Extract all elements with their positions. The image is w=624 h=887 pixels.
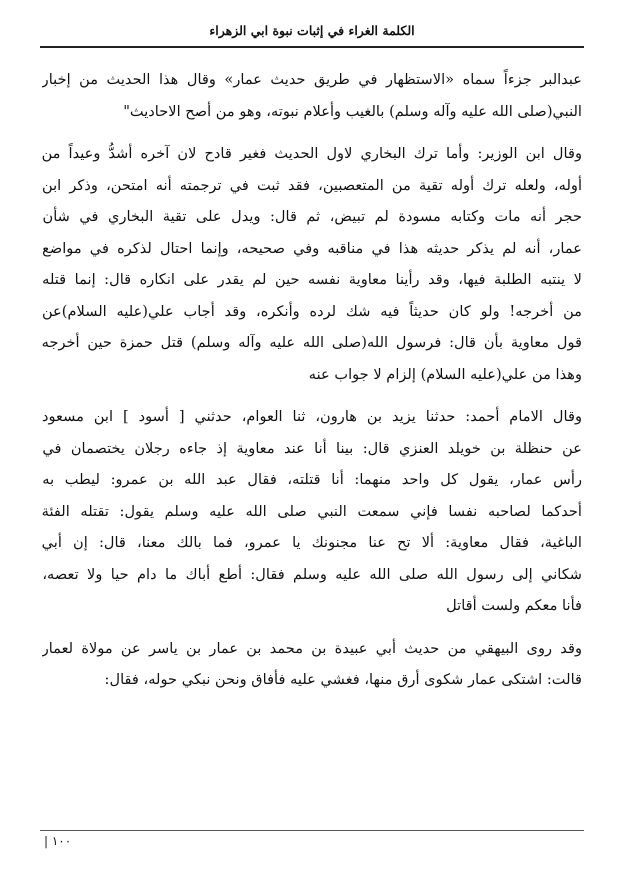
text-line: من أخرجه! ولو كان حديثاً فيه شك لرده وأنكره، وقد أجاب علي(عليه السلام)عن <box>42 302 582 320</box>
text-line: لا ينتبه الطلبة فيها، وقد رأينا معاوية نفسه حين لم يقدر على انكاره قال: إنما قتله <box>42 271 582 288</box>
text-line: فأنا معكم ولست أقاتل <box>446 597 582 614</box>
text-line: أوله، ولعله ترك أوله تقية من المتعصبين، فقد ثبت في ترجمته أنه امتحن، وذكر ابن <box>42 176 582 194</box>
running-header: الكلمة الغراء في إثبات نبوة ابي الزهراء <box>209 23 415 38</box>
body-text <box>42 64 582 707</box>
text-line: قول معاوية بأن قال: فرسول الله(صلى الله عليه وآله وسلم) قتل حمزة حين أخرجه <box>42 334 582 351</box>
text-line: النبي(صلى الله عليه وآله وسلم) بالغيب وأعلام نبوته، وهو من أصح الاحاديث" <box>123 102 582 120</box>
paragraph <box>42 633 582 696</box>
text-line: عبدالبر جزءاً سماه «الاستظهار في طريق حديث عمار» وقال هذا الحديث من إخبار <box>42 71 582 88</box>
paragraph <box>42 64 582 127</box>
text-line: وهذا من علي(عليه السلام) إلزام لا جواب عنه <box>308 365 582 383</box>
text-line: الباغية، فقال معاوية: ألا تح عنا مجنونك يا عمرو، فما بالك معنا، قال: إن أبي <box>42 534 582 551</box>
text-line: شكاني إلى رسول الله صلى الله عليه وسلم فقال: أطع أباك ما دام حيا ولا تعصه، <box>42 565 582 583</box>
text-line: حجر أنه مات وكتابه مسودة لم تبيض، ثم قال: ويدل على تقية البخاري في شأن <box>42 208 582 225</box>
text-line: وقال ابن الوزير: وأما ترك البخاري لاول الحديث فغير قادح لان آخره أشدُّ وعيداً من <box>42 145 582 162</box>
page-number: ١٠٠ | <box>44 834 72 848</box>
text-line: أحدكما لصاحبه نفسا فإني سمعت النبي صلى الله عليه وسلم يقول: تقتله الفئة <box>42 502 582 520</box>
text-line: وقد روى البيهقي من حديث أبي عبيدة بن محمد بن عمار بن ياسر عن مولاة لعمار <box>42 639 582 657</box>
text-line: عن حنظلة بن خويلد العنزي قال: بينا أنا عند معاوية إذ جاءه رجلان يختصمان في <box>42 439 582 457</box>
paragraph <box>42 401 582 622</box>
footer-rule <box>40 830 584 831</box>
text-line: قالت: اشتكى عمار شكوى أرق منها، فغشي عليه فأفاق ونحن نبكي حوله، فقال: <box>104 671 582 688</box>
text-line: وقال الامام أحمد: حدثنا يزيد بن هارون، ثنا العوام، حدثني [ أسود ] ابن مسعود <box>42 408 582 425</box>
text-line: رأس عمار، يقول كل واحد منهما: أنا قتلته، فقال عبد الله بن عمرو: ليطب به <box>42 471 582 488</box>
paragraph <box>42 138 582 390</box>
text-line: عمار، أنه لم يذكر حديثه هذا في مناقبه وفي صحيحه، وإنما احتال لذكره في مواضع <box>42 239 582 257</box>
header-rule <box>40 46 584 48</box>
